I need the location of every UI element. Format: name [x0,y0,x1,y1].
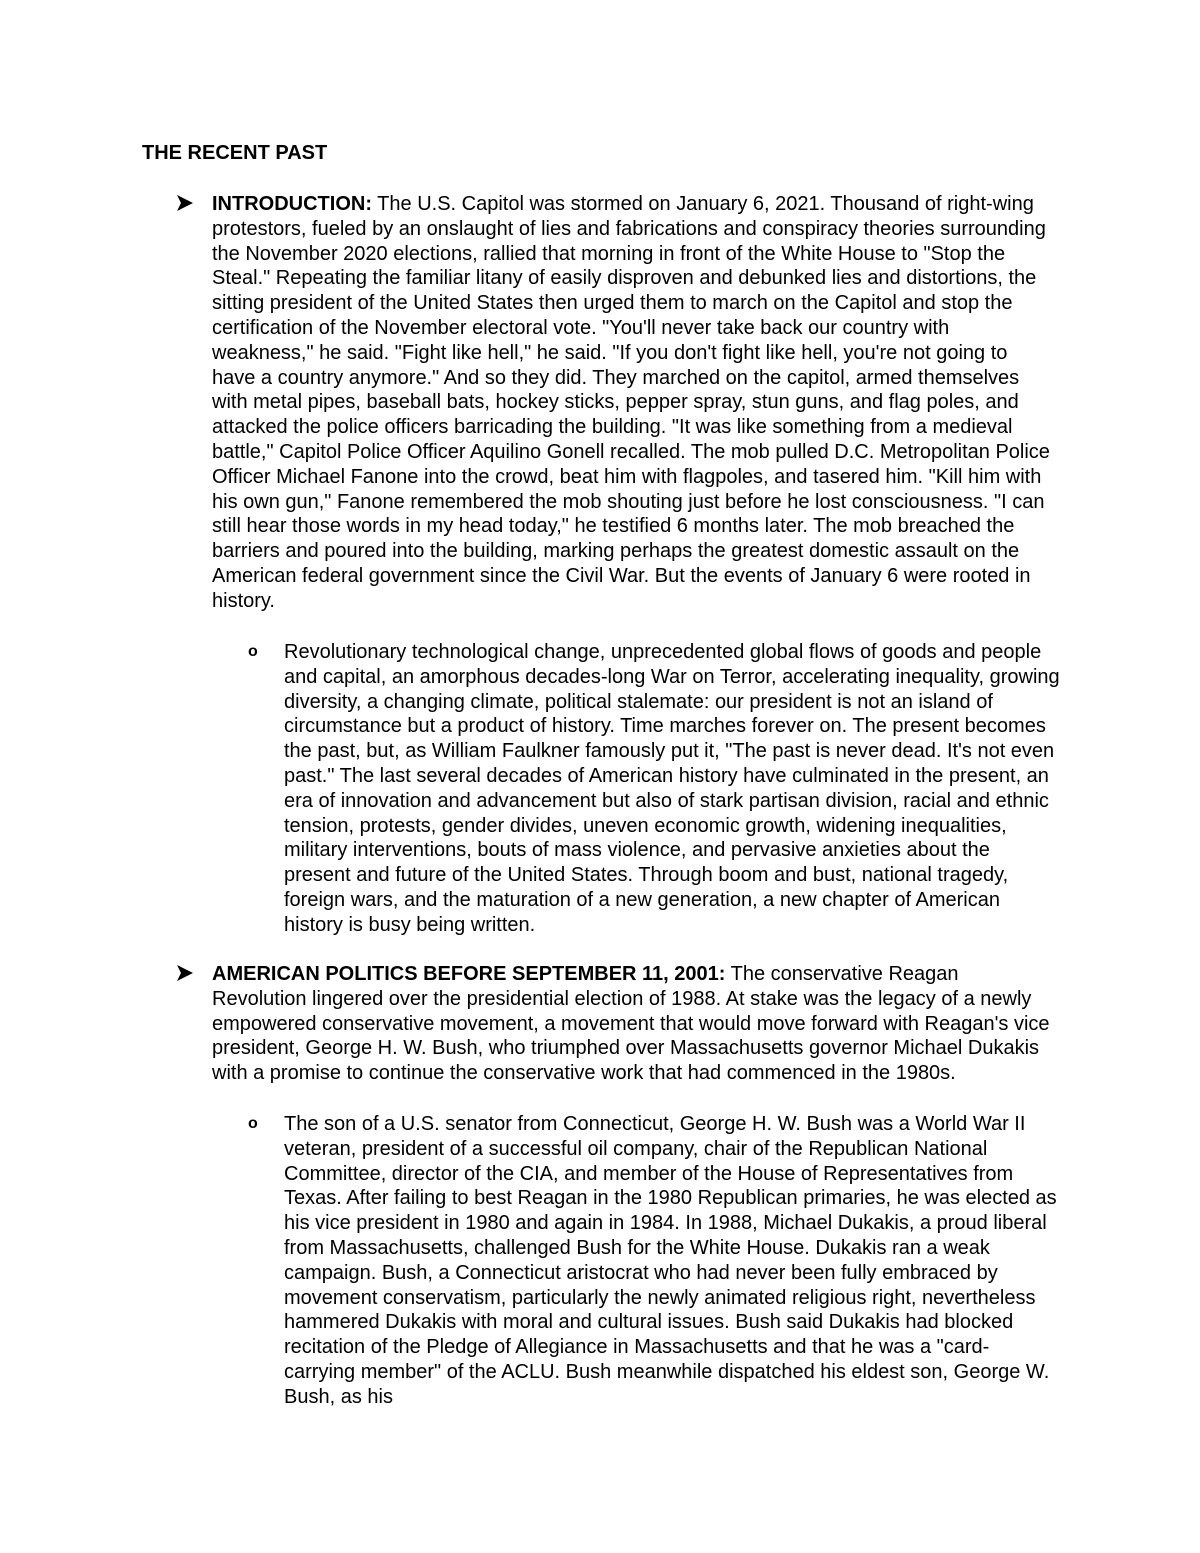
section-heading: AMERICAN POLITICS BEFORE SEPTEMBER 11, 2001: [212,963,726,985]
subpoint-american-politics [248,1112,1060,1410]
section-american-politics [176,962,1056,1086]
circle-bullet-icon: o [248,643,258,660]
section-paragraph [212,962,1056,1086]
section-body: The U.S. Capitol was stormed on January 6, 2021. Thousand of right-wing protestors, fueled by an onslaught of lies and fabrications and conspiracy theories surrounding the November 2020 elections, rallied that morning in front of the White House to "Stop the Steal." Repeating the familiar litany of easily disproven and debunked lies and distortions, the sitting president of the United States then urged them to march on the Capitol and stop the certification of the November electoral vote. "You'll never take back our country with weakness," he said. "Fight like hell," he said. "If you don't fight like hell, you're not going to have a country anymore." And so they did. They marched on the capitol, armed themselves with metal pipes, baseball bats, hockey sticks, pepper spray, stun guns, and flag poles, and attacked the police officers barricading the building. "It was like something from a medieval battle," Capitol Police Officer Aquilino Gonell recalled. The mob pulled D.C. Metropolitan Police Officer Michael Fanone into the crowd, beat him with flagpoles, and tasered him. "Kill him with his own gun," Fanone remembered the mob shouting just before he lost consciousness. "I can still hear those words in my head today," he testified 6 months later. The mob breached the barriers and poured into the building, marking perhaps the greatest domestic assault on the American federal government since the Civil War. But the events of January 6 were rooted in history. [212,193,1050,612]
section-introduction [176,192,1056,614]
subpoint-introduction [248,640,1060,938]
page-title: THE RECENT PAST [142,142,328,164]
circle-bullet-icon: o [248,1115,258,1132]
arrowhead-bullet-icon [176,964,194,982]
subpoint-paragraph: The son of a U.S. senator from Connecticut, George H. W. Bush was a World War II veteran, president of a successful oil company, chair of the Republican National Committee, director of the CIA, and member of the House of Representatives from Texas. After failing to best Reagan in the 1980 Republican primaries, he was elected as his vice president in 1980 and again in 1984. In 1988, Michael Dukakis, a proud liberal from Massachusetts, challenged Bush for the White House. Dukakis ran a weak campaign. Bush, a Connecticut aristocrat who had never been fully embraced by movement conservatism, particularly the newly animated religious right, nevertheless hammered Dukakis with moral and cultural issues. Bush said Dukakis had blocked recitation of the Pledge of Allegiance in Massachusetts and that he was a "card-carrying member" of the ACLU. Bush meanwhile dispatched his eldest son, George W. Bush, as his [284,1113,1057,1408]
arrowhead-bullet-icon [176,194,194,212]
section-heading: INTRODUCTION: [212,193,372,215]
section-paragraph [212,192,1056,614]
subpoint-paragraph: Revolutionary technological change, unprecedented global flows of goods and people and capital, an amorphous decades-long War on Terror, accelerating inequality, growing diversity, a changing climate, political stalemate: our president is not an island of circumstance but a product of history. Time marches forever on. The present becomes the past, but, as William Faulkner famously put it, "The past is never dead. It's not even past." The last several decades of American history have culminated in the present, an era of innovation and advancement but also of stark partisan division, racial and ethnic tension, protests, gender divides, uneven economic growth, widening inequalities, military interventions, bouts of mass violence, and pervasive anxieties about the present and future of the United States. Through boom and bust, national tragedy, foreign wars, and the maturation of a new generation, a new chapter of American history is busy being written. [284,641,1060,936]
section-body: The conservative Reagan Revolution lingered over the presidential election of 1988. At stake was the legacy of a newly empowered conservative movement, a movement that would move forward with Reagan's vice president, George H. W. Bush, who triumphed over Massachusetts governor Michael Dukakis with a promise to continue the conservative work that had commenced in the 1980s. [212,963,1050,1085]
